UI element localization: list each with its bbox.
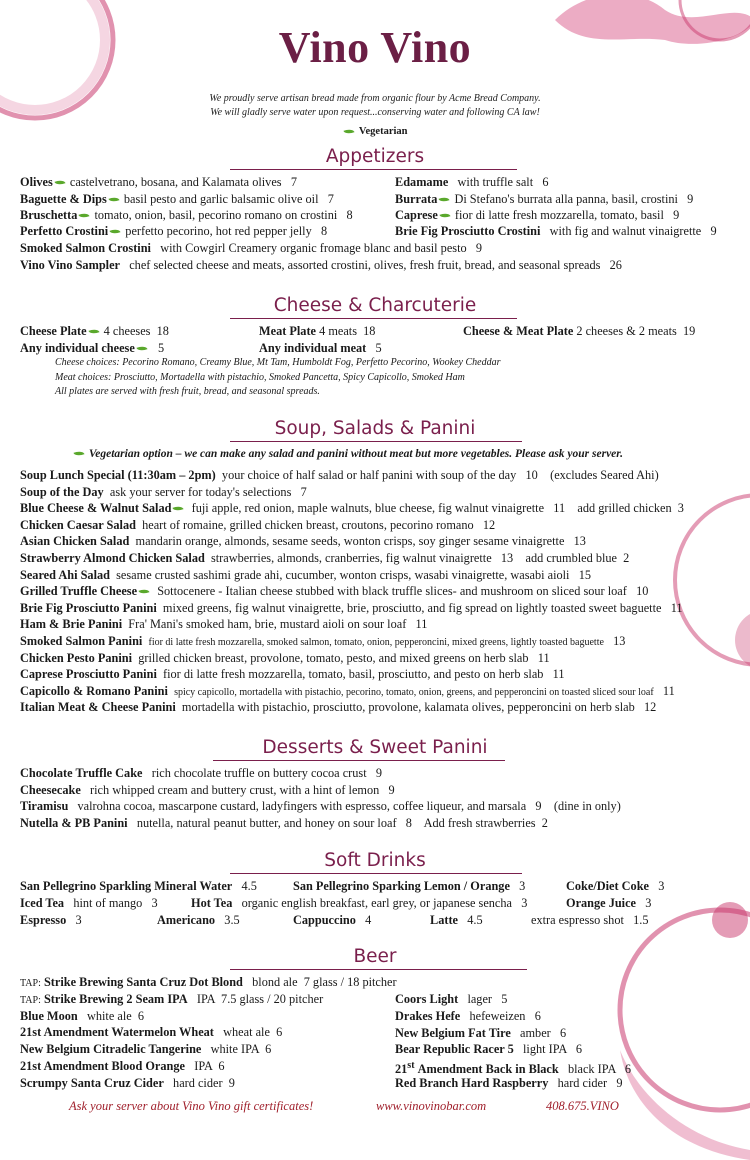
- item-price: 7.5 glass / 20 pitcher: [221, 991, 324, 1006]
- section-divider: [230, 969, 527, 970]
- menu-item: Olives castelvetrano, bosana, and Kalamata olives 7: [20, 175, 297, 189]
- section-heading: Appetizers: [325, 146, 425, 167]
- leaf-icon: [344, 127, 355, 135]
- menu-item: [20, 616, 427, 632]
- menu-item: [20, 650, 550, 666]
- item-description: your choice of half salad or half panini with soup of the day: [221, 468, 517, 482]
- item-name: Soup Lunch Special (11:30am – 2pm): [20, 468, 216, 482]
- item-name: Cheesecake: [20, 782, 81, 797]
- item-description: lager: [467, 992, 493, 1006]
- menu-item: Edamame with truffle salt 6: [395, 175, 549, 189]
- leaf-icon: [439, 196, 450, 204]
- menu-item: [20, 666, 565, 682]
- item-price: 11: [662, 683, 675, 698]
- beer-item: [395, 1041, 582, 1057]
- item-price: 6: [265, 1042, 272, 1057]
- item-description: white IPA: [210, 1042, 260, 1057]
- item-price: 6: [534, 1008, 541, 1023]
- tap-label: TAP:: [20, 978, 41, 989]
- section-heading: Soft Drinks: [324, 850, 426, 871]
- item-price: 11: [670, 600, 683, 615]
- item-description: white ale: [86, 1008, 132, 1023]
- website-link[interactable]: www.vinovinobar.com: [376, 1099, 487, 1113]
- item-price: 11: [553, 501, 566, 516]
- menu-item: [20, 782, 395, 798]
- drink-item: San Pellegrino Sparkling Mineral Water 4.5: [20, 879, 257, 893]
- leaf-icon: [136, 345, 147, 353]
- item-name: Strawberry Almond Chicken Salad: [20, 551, 205, 565]
- menu-item: Cheese & Meat Plate 2 cheeses & 2 meats 19: [463, 324, 696, 338]
- item-extra: (dine in only): [553, 799, 621, 814]
- drink-item: San Pellegrino Sparking Lemon / Orange 3: [293, 879, 526, 893]
- item-price: 11: [552, 667, 565, 682]
- wine-stain-bottom-right: [600, 900, 750, 1160]
- item-name: 21st Amendment Watermelon Wheat: [20, 1025, 214, 1040]
- item-price: 11: [415, 617, 428, 632]
- menu-item: Perfetto Crostini perfetto pecorino, hot red pepper jelly 8: [20, 224, 328, 238]
- menu-item: Caprese fior di latte fresh mozzarella, tomato, basil 9: [395, 208, 680, 222]
- section-appetizers: [0, 146, 750, 167]
- item-name: Blue Moon: [20, 1008, 78, 1023]
- item-description: rich chocolate truffle on buttery cocoa crust: [151, 766, 367, 780]
- menu-title: Vino Vino: [278, 23, 472, 72]
- beer-item: [20, 1024, 282, 1040]
- section-heading: Cheese & Charcuterie: [273, 295, 477, 316]
- item-name: Chicken Pesto Panini: [20, 650, 133, 665]
- item-extra: add grilled chicken 3: [577, 501, 684, 516]
- section-heading: Beer: [353, 946, 397, 967]
- beer-item: [395, 1075, 623, 1091]
- item-description: hard cider: [557, 1076, 608, 1090]
- menu-item: [20, 815, 548, 831]
- item-price: 9: [375, 766, 383, 780]
- menu-item: [20, 484, 307, 500]
- menu-item: [20, 467, 659, 483]
- menu-item: Baguette & Dips basil pesto and garlic balsamic olive oil 7: [20, 192, 334, 206]
- vegetarian-option-note: Vegetarian option – we can make any salad and panini without meat but more vegetables. Please ask your server.: [72, 446, 623, 462]
- item-price: 5: [501, 992, 508, 1006]
- menu-item: [20, 600, 683, 616]
- menu-item: Any individual cheese 5: [20, 341, 165, 355]
- item-name: Olives: [20, 175, 53, 189]
- item-price: 9: [228, 1075, 235, 1090]
- item-price: 10: [525, 468, 538, 482]
- leaf-icon: [173, 505, 184, 513]
- menu-item: Smoked Salmon Crostini with Cowgirl Creamery organic fromage blanc and basil pesto 9: [20, 241, 483, 255]
- item-name: Chicken Caesar Salad: [20, 517, 136, 532]
- section-cheese: [0, 295, 750, 316]
- menu-item: [20, 500, 684, 516]
- intro-line-2: We will gladly serve water upon request...conserving water and following CA law!: [210, 107, 540, 118]
- item-price: 6: [575, 1042, 583, 1057]
- section-divider: [213, 760, 505, 761]
- item-price: 9: [616, 1076, 623, 1090]
- menu-item: Burrata Di Stefano's burrata alla panna, basil, crostini 9: [395, 192, 694, 206]
- item-description: IPA: [196, 991, 215, 1006]
- vegetarian-key: [0, 126, 750, 137]
- beer-item: [395, 991, 507, 1007]
- item-description: ask your server for today's selections: [109, 484, 292, 499]
- section-heading: Desserts & Sweet Panini: [262, 737, 488, 758]
- item-price: 7: [300, 484, 307, 499]
- leaf-icon: [108, 196, 119, 204]
- item-price: 6: [560, 1025, 567, 1040]
- section-divider: [230, 318, 517, 319]
- menu-item: Brie Fig Prosciutto Crostini with fig and walnut vinaigrette 9: [395, 224, 717, 238]
- section-desserts: [0, 737, 750, 758]
- item-description: mixed greens, fig walnut vinaigrette, brie, prosciutto, and fig spread on lightly toasted sweet baguette: [162, 600, 662, 615]
- menu-item: [20, 683, 675, 701]
- section-divider: [230, 169, 517, 170]
- item-extra: (excludes Seared Ahi): [550, 468, 659, 482]
- menu-item: Bruschetta tomato, onion, basil, pecorino romano on crostini 8: [20, 208, 353, 222]
- item-price: 10: [636, 584, 649, 599]
- item-price: 12: [482, 517, 496, 532]
- menu-item: [20, 567, 591, 583]
- item-description: mortadella with pistachio, prosciutto, provolone, kalamata olives, pepperoncini on herb slab: [181, 700, 635, 715]
- item-price: 6: [276, 1025, 283, 1040]
- cheese-notes: Cheese choices: Pecorino Romano, Creamy Blue, Mt Tam, Humboldt Fog, Perfetto Pecorino, Wookey Cheddar Meat choices: Prosciutto, Mortadella with pistachio, Smoked Pancetta, Spicy Capicollo, Smoked Ham All plates are served with fresh fruit, bread, and seasonal spreads.: [55, 357, 501, 397]
- item-name: Italian Meat & Cheese Panini: [20, 700, 176, 715]
- section-divider: [230, 441, 522, 442]
- item-description: blond ale: [252, 975, 298, 989]
- section-soup-salads-panini: [0, 418, 750, 439]
- item-description: grilled chicken breast, provolone, tomato, pesto, and mixed greens on herb slab: [138, 650, 529, 665]
- menu-item: [20, 533, 586, 549]
- beer-item: [20, 1041, 271, 1057]
- menu-item: [20, 633, 625, 651]
- item-name: Coors Light: [395, 992, 459, 1006]
- leaf-icon: [138, 588, 149, 596]
- item-price: 6: [137, 1008, 145, 1023]
- item-description: fuji apple, red onion, maple walnuts, blue cheese, fig walnut vinaigrette: [191, 501, 545, 516]
- item-name: Scrumpy Santa Cruz Cider: [20, 1075, 164, 1090]
- item-name: New Belgium Citradelic Tangerine: [20, 1042, 202, 1057]
- item-description: fior di latte fresh mozzarella, tomato, basil, prosciutto, and pesto on herb slab: [163, 667, 544, 682]
- leaf-icon: [79, 212, 90, 220]
- superscript: st: [407, 1060, 415, 1072]
- leaf-icon: [88, 328, 99, 336]
- item-name: Drakes Hefe: [395, 1008, 461, 1023]
- menu-item: Meat Plate 4 meats 18: [259, 324, 376, 338]
- drink-item: Latte 4.5: [430, 913, 483, 927]
- item-price: 13: [613, 634, 626, 648]
- drink-item: Orange Juice 3: [566, 896, 652, 910]
- item-description: hard cider: [173, 1075, 223, 1090]
- item-name: New Belgium Fat Tire: [395, 1025, 511, 1040]
- item-description: wheat ale: [223, 1025, 270, 1040]
- menu-item: [20, 798, 621, 814]
- intro-line-1: We proudly serve artisan bread made from organic flour by Acme Bread Company.: [209, 93, 541, 104]
- gift-certificate-note: Ask your server about Vino Vino gift certificates!: [69, 1099, 314, 1113]
- item-name: Caprese Prosciutto Panini: [20, 667, 157, 682]
- section-soft-drinks: [0, 850, 750, 871]
- menu-item: Any individual meat 5: [259, 341, 382, 355]
- item-price: 7 glass / 18 pitcher: [303, 975, 397, 989]
- item-description: nutella, natural peanut butter, and honey on sour loaf: [136, 816, 397, 831]
- item-extra: add crumbled blue 2: [525, 551, 630, 565]
- beer-item: [395, 1008, 541, 1024]
- beer-item: [20, 1075, 235, 1091]
- item-name: Bear Republic Racer 5: [395, 1042, 514, 1057]
- item-name: Strike Brewing 2 Seam IPA: [43, 991, 188, 1006]
- item-description: Sottocenere - Italian cheese stubbed with black truffle slices- and mushroom on sliced sour loaf: [157, 584, 627, 599]
- drink-item: Hot Tea organic english breakfast, earl grey, or japanese sencha 3: [191, 896, 528, 910]
- item-price: 13: [573, 534, 586, 549]
- beer-item: [20, 1008, 144, 1024]
- menu-item: [20, 517, 495, 533]
- item-name: Nutella & PB Panini: [20, 816, 128, 831]
- item-name: Chocolate Truffle Cake: [20, 766, 143, 780]
- item-price: 15: [578, 567, 592, 582]
- beer-item: [20, 991, 323, 1009]
- menu-item: Vino Vino Sampler chef selected cheese and meats, assorted crostini, olives, fresh fruit, bread, and seasonal spreads 26: [20, 258, 622, 272]
- item-description: fior di latte fresh mozzarella, smoked salmon, tomato, onion, pepperoncini, mixed greens, lightly toasted baguette: [148, 637, 604, 648]
- item-name-cont: Amendment Back in Black: [417, 1062, 559, 1077]
- item-name: Tiramisu: [20, 799, 69, 814]
- beer-item: [20, 974, 397, 992]
- menu-item: [20, 699, 656, 715]
- vegetarian-key-label: Vegetarian: [358, 126, 408, 137]
- item-name: Strike Brewing Santa Cruz Dot Blond: [43, 975, 243, 989]
- item-name: Soup of the Day: [20, 484, 104, 499]
- item-name: Ham & Brie Panini: [20, 617, 123, 632]
- menu-item: [20, 550, 629, 566]
- item-price: 6: [624, 1062, 632, 1077]
- item-description: sesame crusted sashimi grade ahi, cucumber, wonton crisps, wasabi vinaigrette, wasabi aioli: [116, 567, 570, 582]
- item-price: 12: [643, 700, 657, 715]
- drink-item: Coke/Diet Coke 3: [566, 879, 665, 893]
- item-name: Smoked Salmon Panini: [20, 634, 143, 648]
- leaf-icon: [73, 450, 84, 458]
- item-name: Asian Chicken Salad: [20, 534, 130, 549]
- item-price: 13: [500, 551, 514, 565]
- intro-text: [0, 92, 750, 120]
- section-heading: Soup, Salads & Panini: [274, 418, 476, 439]
- item-description: rich whipped cream and buttery crust, with a hint of lemon: [90, 782, 380, 797]
- item-name: Blue Cheese & Walnut Salad: [20, 501, 172, 516]
- item-name: 21: [395, 1062, 408, 1077]
- item-name: Brie Fig Prosciutto Panini: [20, 600, 157, 615]
- item-name: 21st Amendment Blood Orange: [20, 1059, 185, 1073]
- item-description: strawberries, almonds, cranberries, fig walnut vinaigrette: [210, 551, 492, 565]
- item-price: 8: [405, 816, 412, 831]
- item-price: 6: [218, 1059, 225, 1073]
- item-description: Fra' Mani's smoked ham, brie, mustard aioli on sour loaf: [128, 617, 407, 632]
- drink-item: Cappuccino 4: [293, 913, 372, 927]
- item-price: 9: [388, 782, 395, 797]
- item-description: black IPA: [567, 1062, 616, 1077]
- drink-item: Americano 3.5: [157, 913, 240, 927]
- menu-item: [20, 765, 382, 781]
- tap-label: TAP:: [20, 994, 41, 1006]
- item-price: 9: [535, 799, 542, 814]
- item-name: Capicollo & Romano Panini: [20, 683, 168, 698]
- leaf-icon: [439, 212, 450, 220]
- item-extra: Add fresh strawberries 2: [423, 816, 548, 831]
- menu-item: Cheese Plate 4 cheeses 18: [20, 324, 169, 338]
- drink-item: Iced Tea hint of mango 3: [20, 896, 158, 910]
- menu-item: [20, 583, 648, 599]
- item-description: light IPA: [522, 1042, 567, 1057]
- leaf-icon: [110, 228, 121, 236]
- section-divider: [230, 873, 522, 874]
- drink-item: Espresso 3: [20, 913, 82, 927]
- item-description: spicy capicollo, mortadella with pistachio, pecorino, tomato, onion, greens, and pepperoncini on toasted sliced sour loaf: [174, 686, 654, 698]
- item-description: valrohna cocoa, mascarpone custard, ladyfingers with espresso, coffee liqueur, and marsala: [77, 799, 527, 814]
- beer-item: [395, 1025, 566, 1041]
- item-price: 11: [537, 650, 550, 665]
- item-description: mandarin orange, almonds, sesame seeds, wonton crisps, soy ginger sesame vinaigrette: [135, 534, 565, 549]
- drink-item: extra espresso shot 1.5: [531, 913, 649, 927]
- item-description: IPA: [194, 1059, 213, 1073]
- phone-number[interactable]: 408.675.VINO: [546, 1099, 619, 1113]
- item-name: Grilled Truffle Cheese: [20, 584, 138, 599]
- leaf-icon: [54, 179, 65, 187]
- item-description: amber: [520, 1025, 551, 1040]
- item-name: Red Branch Hard Raspberry: [395, 1076, 549, 1090]
- beer-item: [20, 1058, 225, 1074]
- item-description: heart of romaine, grilled chicken breast, croutons, pecorino romano: [142, 517, 474, 532]
- item-description: hefeweizen: [469, 1008, 526, 1023]
- section-beer: [0, 946, 750, 967]
- item-name: Seared Ahi Salad: [20, 567, 110, 582]
